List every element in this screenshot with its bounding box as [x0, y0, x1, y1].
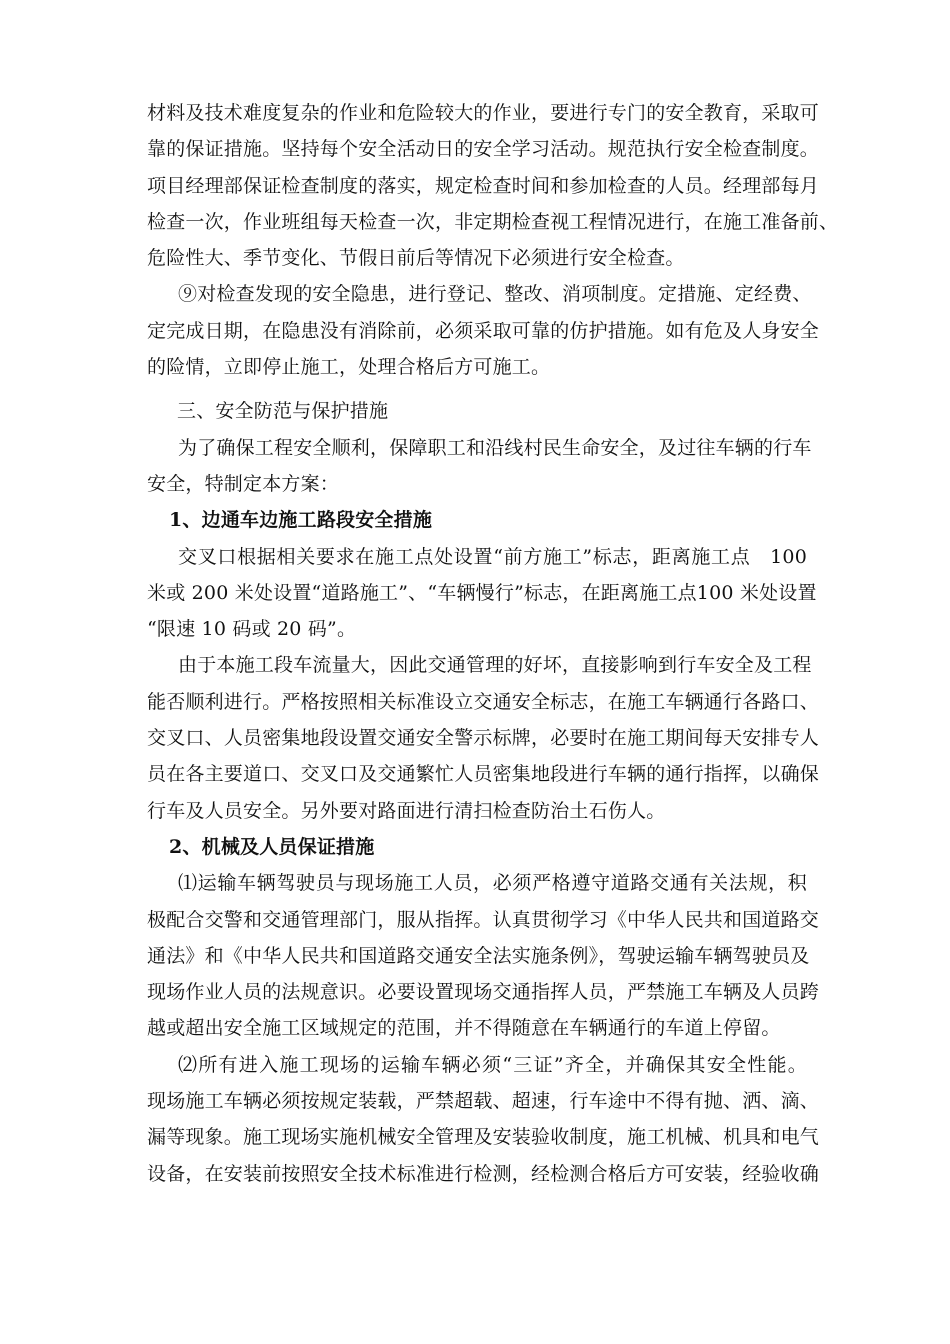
text-line: 安全，特制定本方案：: [147, 472, 340, 495]
text-line: ⑨对检查发现的安全隐患，进行登记、整改、消项制度。定措施、定经费、: [178, 283, 812, 306]
text-line: 检查一次，作业班组每天检查一次，非定期检查视工程情况进行，在施工准备前、: [147, 210, 839, 233]
text-line: 行车及人员安全。另外要对路面进行清扫检查防治土石伤人。: [147, 799, 666, 822]
subsection-heading-2: 2、机械及人员保证措施: [169, 835, 375, 858]
text-line: 项目经理部保证检查制度的落实，规定检查时间和参加检查的人员。经理部每月: [147, 174, 820, 197]
paragraph-intersection-signs: [147, 539, 817, 648]
text-line: “限速 10 码或 20 码”。: [147, 618, 357, 641]
text-line: ⑵所有进入施工现场的运输车辆必须“三证”齐全，并确保其安全性能。: [178, 1053, 807, 1076]
paragraph-vehicle-requirements: [147, 1047, 820, 1192]
text-line: 为了确保工程安全顺利，保障职工和沿线村民生命安全，及过往车辆的行车: [178, 436, 812, 459]
text-line: 越或超出安全施工区域规定的范围，并不得随意在车辆通行的车道上停留。: [147, 1017, 781, 1040]
paragraph-safety-inspection: [147, 95, 839, 276]
text-line: 危险性大、季节变化、节假日前后等情况下必须进行安全检查。: [147, 247, 685, 270]
text-line: 交叉口根据相关要求在施工点处设置“前方施工”标志，距离施工点 100: [178, 545, 807, 568]
text-line: ⑴运输车辆驾驶员与现场施工人员，必须严格遵守道路交通有关法规，积: [178, 872, 807, 895]
text-line: 设备，在安装前按照安全技术标准进行检测，经检测合格后方可安装，经验收确: [147, 1162, 820, 1185]
text-line: 极配合交警和交通管理部门，服从指挥。认真贯彻学习《中华人民共和国道路交: [147, 908, 820, 931]
document-body: [147, 95, 839, 1192]
text-line: 靠的保证措施。坚持每个安全活动日的安全学习活动。规范执行安全检查制度。: [147, 138, 820, 161]
text-line: 现场作业人员的法规意识。必要设置现场交通指挥人员，严禁施工车辆及人员跨: [147, 981, 820, 1004]
text-line: 材料及技术难度复杂的作业和危险较大的作业，要进行专门的安全教育，采取可: [147, 102, 820, 124]
paragraph-intro: [147, 430, 812, 503]
spacer: [147, 385, 807, 393]
text-line: 现场施工车辆必须按规定装载，严禁超载、超速，行车途中不得有抛、洒、滴、: [147, 1090, 820, 1113]
text-line: 员在各主要道口、交叉口及交通繁忙人员密集地段进行车辆的通行指挥，以确保: [147, 763, 820, 786]
text-line: 定完成日期，在隐患没有消除前，必须采取可靠的仿护措施。如有危及人身安全: [147, 319, 820, 342]
paragraph-driver-rules: [147, 865, 820, 1046]
text-line: 通法》和《中华人民共和国道路交通安全法实施条例》，驾驶运输车辆驾驶员及: [147, 944, 810, 967]
text-line: 交叉口、人员密集地段设置交通安全警示标牌，必要时在施工期间每天安排专人: [147, 727, 820, 750]
text-line: 能否顺利进行。严格按照相关标准设立交通安全标志，在施工车辆通行各路口、: [147, 690, 820, 713]
text-line: 漏等现象。施工现场实施机械安全管理及安装验收制度，施工机械、机具和电气: [147, 1126, 820, 1149]
paragraph-traffic-management: [147, 647, 820, 828]
paragraph-hazard-rectification: [147, 276, 820, 385]
text-line: 的险情，立即停止施工，处理合格后方可施工。: [147, 356, 551, 379]
subsection-heading-1: 1、边通车边施工路段安全措施: [169, 509, 433, 532]
text-line: 米或 200 米处设置“道路施工”、“车辆慢行”标志，在距离施工点100 米处设置: [147, 581, 817, 604]
text-line: 由于本施工段车流量大，因此交通管理的好坏，直接影响到行车安全及工程: [178, 654, 812, 677]
section-title: 三、安全防范与保护措施: [177, 400, 389, 423]
